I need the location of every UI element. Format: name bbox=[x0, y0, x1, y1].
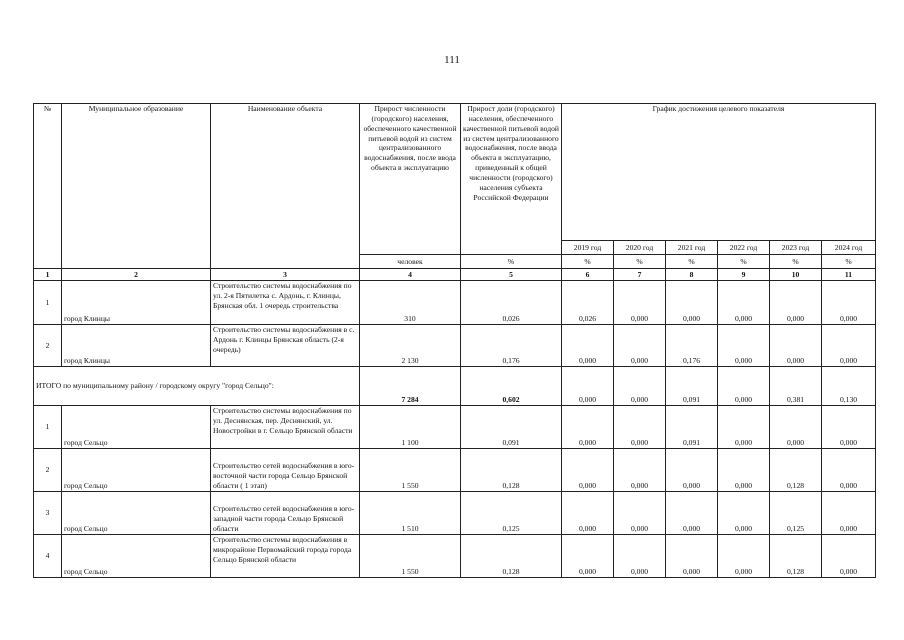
row-year-value: 0,000 bbox=[562, 535, 614, 578]
row-object: Строительство системы водоснабжения в микрорайоне Первомайский города города Сельцо Брянской области bbox=[211, 535, 360, 578]
row-object: Строительство сетей водоснабжения в юго-западной части города Сельцо Брянской области bbox=[211, 492, 360, 535]
header-row bbox=[34, 104, 876, 241]
unit-percent: % bbox=[666, 255, 718, 269]
row-year-value: 0,000 bbox=[562, 492, 614, 535]
row-year-value: 0,000 bbox=[822, 449, 876, 492]
row-share: 0,128 bbox=[461, 535, 562, 578]
total-year-value: 0,381 bbox=[770, 367, 822, 406]
row-people: 1 550 bbox=[360, 449, 461, 492]
row-year-value: 0,000 bbox=[562, 406, 614, 449]
target-indicator-table bbox=[33, 103, 876, 578]
row-num: 1 bbox=[34, 406, 62, 449]
unit-percent: % bbox=[718, 255, 770, 269]
row-year-value: 0,000 bbox=[562, 449, 614, 492]
row-year-value: 0,000 bbox=[614, 449, 666, 492]
row-share: 0,125 bbox=[461, 492, 562, 535]
row-year-value: 0,128 bbox=[770, 535, 822, 578]
row-year-value: 0,000 bbox=[614, 492, 666, 535]
row-year-value: 0,000 bbox=[718, 325, 770, 367]
column-number: 2 bbox=[62, 269, 211, 281]
total-row bbox=[34, 367, 876, 406]
row-year-value: 0,000 bbox=[614, 535, 666, 578]
row-share: 0,128 bbox=[461, 449, 562, 492]
row-year-value: 0,000 bbox=[666, 449, 718, 492]
row-year-value: 0,000 bbox=[718, 281, 770, 325]
row-year-value: 0,000 bbox=[614, 325, 666, 367]
row-object: Строительство системы водоснабжения по ул. 2-я Пятилетка с. Ардонь, г. Клинцы, Брянская обл. 1 очередь строительства bbox=[211, 281, 360, 325]
row-num: 2 bbox=[34, 449, 62, 492]
unit-percent: % bbox=[770, 255, 822, 269]
column-number: 1 bbox=[34, 269, 62, 281]
header-year: 2022 год bbox=[718, 241, 770, 255]
row-year-value: 0,000 bbox=[770, 406, 822, 449]
header-year: 2020 год bbox=[614, 241, 666, 255]
row-municipality: город Клинцы bbox=[62, 325, 211, 367]
header-object: Наименование объекта bbox=[211, 104, 360, 269]
row-year-value: 0,000 bbox=[718, 406, 770, 449]
table-row bbox=[34, 492, 876, 535]
row-year-value: 0,000 bbox=[770, 325, 822, 367]
row-year-value: 0,000 bbox=[666, 492, 718, 535]
row-num: 2 bbox=[34, 325, 62, 367]
row-people: 310 bbox=[360, 281, 461, 325]
unit-percent: % bbox=[614, 255, 666, 269]
row-year-value: 0,000 bbox=[718, 535, 770, 578]
row-share: 0,091 bbox=[461, 406, 562, 449]
header-year: 2023 год bbox=[770, 241, 822, 255]
total-share: 0,602 bbox=[461, 367, 562, 406]
row-year-value: 0,000 bbox=[822, 281, 876, 325]
header-year: 2019 год bbox=[562, 241, 614, 255]
row-people: 2 130 bbox=[360, 325, 461, 367]
row-year-value: 0,000 bbox=[822, 535, 876, 578]
total-year-value: 0,000 bbox=[614, 367, 666, 406]
header-year: 2021 год bbox=[666, 241, 718, 255]
row-year-value: 0,000 bbox=[770, 281, 822, 325]
total-label: ИТОГО по муниципальному району / городскому округу "город Сельцо": bbox=[34, 367, 360, 406]
row-year-value: 0,128 bbox=[770, 449, 822, 492]
row-year-value: 0,000 bbox=[614, 281, 666, 325]
table-row bbox=[34, 325, 876, 367]
column-number: 10 bbox=[770, 269, 822, 281]
column-number: 11 bbox=[822, 269, 876, 281]
row-municipality: город Сельцо bbox=[62, 492, 211, 535]
total-year-value: 0,000 bbox=[562, 367, 614, 406]
column-number: 8 bbox=[666, 269, 718, 281]
row-year-value: 0,000 bbox=[666, 281, 718, 325]
unit-percent: % bbox=[822, 255, 876, 269]
table-row bbox=[34, 449, 876, 492]
row-num: 3 bbox=[34, 492, 62, 535]
row-object: Строительство системы водоснабжения по ул. Деснянская, пер. Деснянский, ул. Новостройки в г. Сельцо Брянской области bbox=[211, 406, 360, 449]
row-year-value: 0,000 bbox=[822, 325, 876, 367]
row-year-value: 0,000 bbox=[822, 406, 876, 449]
header-year: 2024 год bbox=[822, 241, 876, 255]
header-schedule: График достижения целевого показателя bbox=[562, 104, 876, 241]
header-pop-increase: Прирост численности (городского) населения, обеспеченного качественной питьевой водой из систем централизованного водоснабжения, после ввода объекта в эксплуатацию bbox=[360, 104, 461, 255]
row-municipality: город Сельцо bbox=[62, 449, 211, 492]
row-share: 0,026 bbox=[461, 281, 562, 325]
row-share: 0,176 bbox=[461, 325, 562, 367]
header-share-increase: Прирост доли (городского) населения, обеспеченного качественной питьевой водой из систем централизованного водоснабжения, после ввода объекта в эксплуатацию, приведенный к общей численности (городского) населения субъекта Российской Федерации bbox=[461, 104, 562, 255]
page-number: 111 bbox=[444, 54, 460, 66]
header-municipality: Муниципальное образование bbox=[62, 104, 211, 269]
column-number: 4 bbox=[360, 269, 461, 281]
column-number: 6 bbox=[562, 269, 614, 281]
row-year-value: 0,000 bbox=[614, 406, 666, 449]
row-municipality: город Сельцо bbox=[62, 406, 211, 449]
column-number-row bbox=[34, 269, 876, 281]
row-object: Строительство системы водоснабжения в с. Ардонь г. Клинцы Брянская область (2-я очередь) bbox=[211, 325, 360, 367]
row-year-value: 0,125 bbox=[770, 492, 822, 535]
row-year-value: 0,026 bbox=[562, 281, 614, 325]
header-num: № bbox=[34, 104, 62, 269]
total-year-value: 0,000 bbox=[718, 367, 770, 406]
total-people: 7 284 bbox=[360, 367, 461, 406]
row-year-value: 0,000 bbox=[562, 325, 614, 367]
table-row bbox=[34, 281, 876, 325]
row-num: 1 bbox=[34, 281, 62, 325]
row-people: 1 550 bbox=[360, 535, 461, 578]
column-number: 9 bbox=[718, 269, 770, 281]
row-municipality: город Клинцы bbox=[62, 281, 211, 325]
row-num: 4 bbox=[34, 535, 62, 578]
row-year-value: 0,000 bbox=[666, 535, 718, 578]
row-municipality: город Сельцо bbox=[62, 535, 211, 578]
unit-people: человек bbox=[360, 255, 461, 269]
total-year-value: 0,091 bbox=[666, 367, 718, 406]
row-people: 1 100 bbox=[360, 406, 461, 449]
row-people: 1 510 bbox=[360, 492, 461, 535]
table-row bbox=[34, 535, 876, 578]
row-year-value: 0,000 bbox=[718, 492, 770, 535]
unit-percent: % bbox=[562, 255, 614, 269]
column-number: 5 bbox=[461, 269, 562, 281]
row-year-value: 0,000 bbox=[822, 492, 876, 535]
table-row bbox=[34, 406, 876, 449]
column-number: 7 bbox=[614, 269, 666, 281]
column-number: 3 bbox=[211, 269, 360, 281]
total-year-value: 0,130 bbox=[822, 367, 876, 406]
row-year-value: 0,000 bbox=[718, 449, 770, 492]
row-year-value: 0,176 bbox=[666, 325, 718, 367]
row-object: Строительство сетей водоснабжения в юго-восточной части города Сельцо Брянской области ( 1 этап) bbox=[211, 449, 360, 492]
row-year-value: 0,091 bbox=[666, 406, 718, 449]
unit-percent: % bbox=[461, 255, 562, 269]
